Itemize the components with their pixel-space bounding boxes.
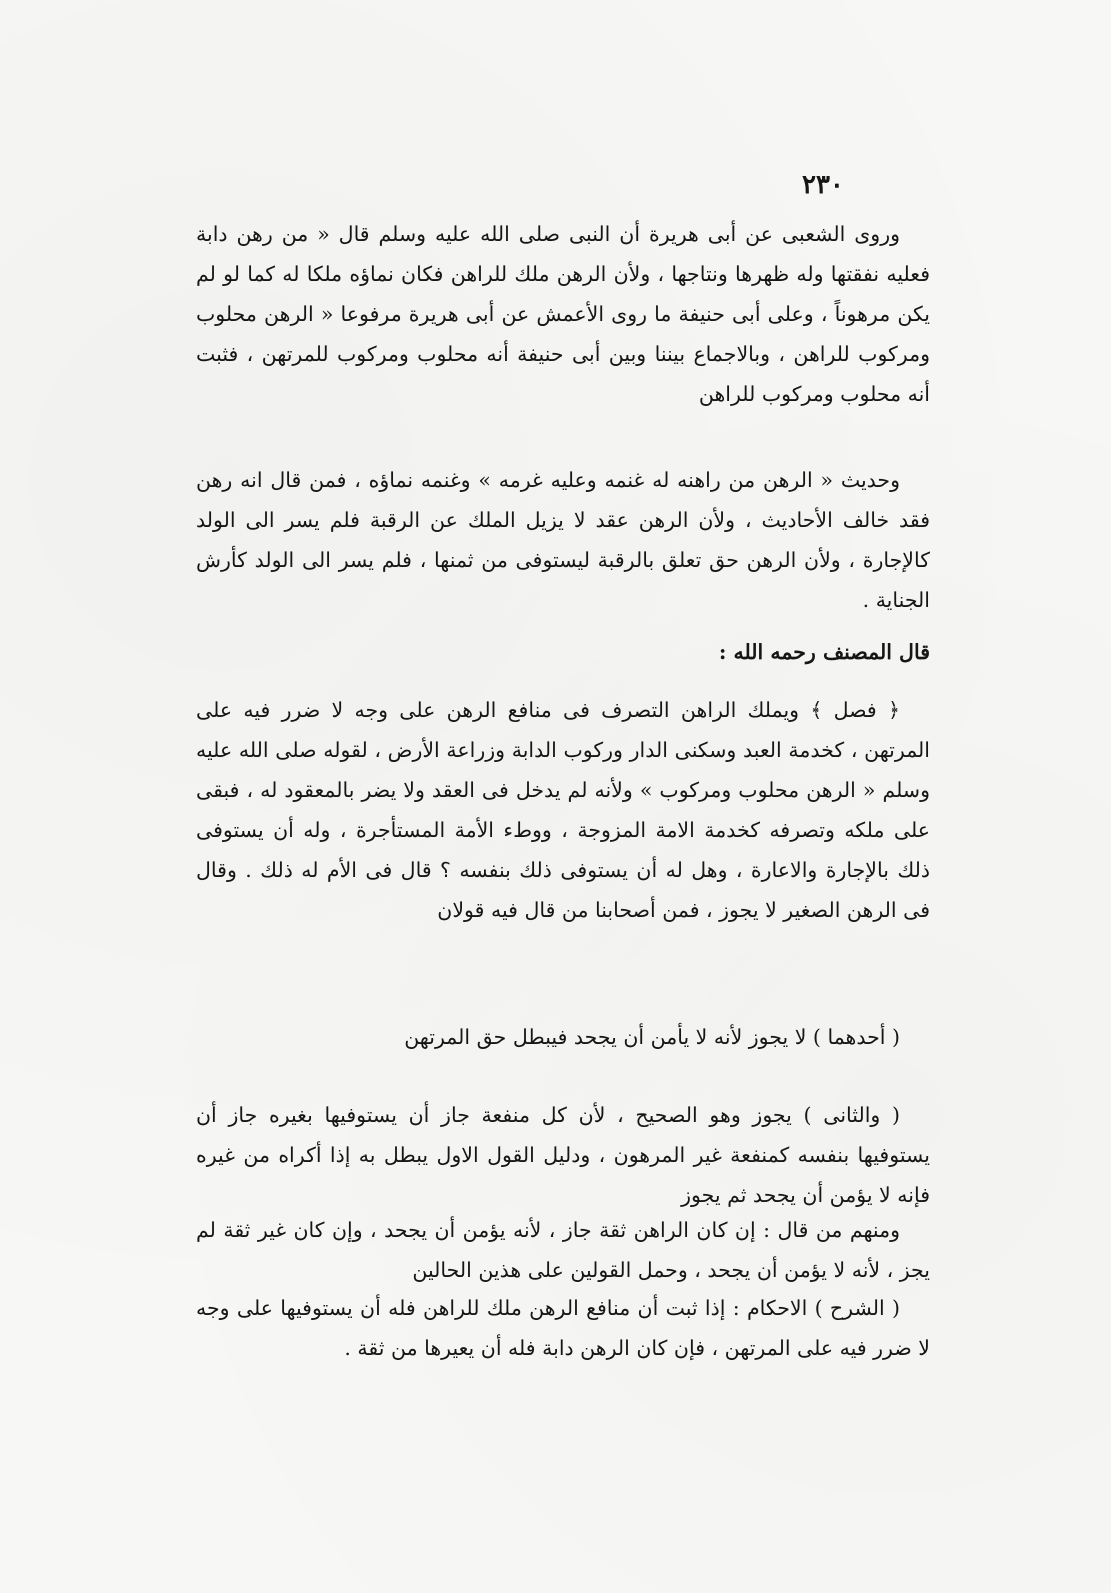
paragraph-text: وروى الشعبى عن أبى هريرة أن النبى صلى الله عليه وسلم قال « من رهن دابة فعليه نفقتها وله ظهرها ونتاجها ، ولأن الرهن ملك للراهن فكان نماؤه ملكا له كما لو لم يكن مرهوناً ، وعلى أبى حنيفة ما روى الأعمش عن أبى هريرة مرفوعا « الرهن محلوب ومركوب للراهن ، وبالاجماع بيننا وبين أبى حنيفة أنه محلوب ومركوب للمرتهن ، فثبت أنه محلوب ومركوب للراهن	[196, 222, 930, 406]
paragraph-first-opinion	[196, 1017, 930, 1057]
paragraph-text: ( أحدهما ) لا يجوز لأنه لا يأمن أن يجحد فيبطل حق المرتهن	[404, 1025, 900, 1049]
heading-text: قال المصنف رحمه الله :	[718, 640, 930, 664]
paragraph-text: ( الشرح ) الاحكام : إذا ثبت أن منافع الرهن ملك للراهن فله أن يستوفيها على وجه لا ضرر فيه على المرتهن ، فإن كان الرهن دابة فله أن يعيرها من ثقة .	[196, 1296, 930, 1360]
paragraph-hadith-ghunm	[196, 460, 930, 620]
paragraph-hadith-shabi	[196, 214, 930, 414]
section-heading	[196, 632, 930, 672]
paragraph-sharh	[196, 1288, 930, 1368]
paragraph-fasl	[196, 690, 930, 930]
paragraph-text: ﴿ فصل ﴾ ويملك الراهن التصرف فى منافع الرهن على وجه لا ضرر فيه على المرتهن ، كخدمة العبد وسكنى الدار وركوب الدابة وزراعة الأرض ، لقوله صلى الله عليه وسلم « الرهن محلوب ومركوب » ولأنه لم يدخل فى العقد ولا يضر بالمعقود له ، فبقى على ملكه وتصرفه كخدمة الامة المزوجة ، ووطء الأمة المستأجرة ، وله أن يستوفى ذلك بالإجارة والاعارة ، وهل له أن يستوفى ذلك بنفسه ؟ قال فى الأم له ذلك . وقال فى الرهن الصغير لا يجوز ، فمن أصحابنا من قال فيه قولان	[196, 698, 930, 922]
page-number: ٢٣٠	[802, 170, 844, 200]
paragraph-second-opinion	[196, 1095, 930, 1215]
paragraph-text: وحديث « الرهن من راهنه له غنمه وعليه غرمه » وغنمه نماؤه ، فمن قال انه رهن فقد خالف الأحاديث ، ولأن الرهن عقد لا يزيل الملك عن الرقبة فلم يسر الى الولد كالإجارة ، ولأن الرهن حق تعلق بالرقبة ليستوفى من ثمنها ، فلم يسر الى الولد كأرش الجناية .	[196, 468, 930, 612]
paragraph-text: ومنهم من قال : إن كان الراهن ثقة جاز ، لأنه يؤمن أن يجحد ، وإن كان غير ثقة لم يجز ، لأنه لا يؤمن أن يجحد ، وحمل القولين على هذين الحالين	[196, 1218, 930, 1282]
paragraph-third-opinion	[196, 1210, 930, 1290]
paragraph-text: ( والثانى ) يجوز وهو الصحيح ، لأن كل منفعة جاز أن يستوفيها بغيره جاز أن يستوفيها بنفسه كمنفعة غير المرهون ، ودليل القول الاول يبطل به إذا أكراه من غيره فإنه لا يؤمن أن يجحد ثم يجوز	[196, 1103, 930, 1207]
